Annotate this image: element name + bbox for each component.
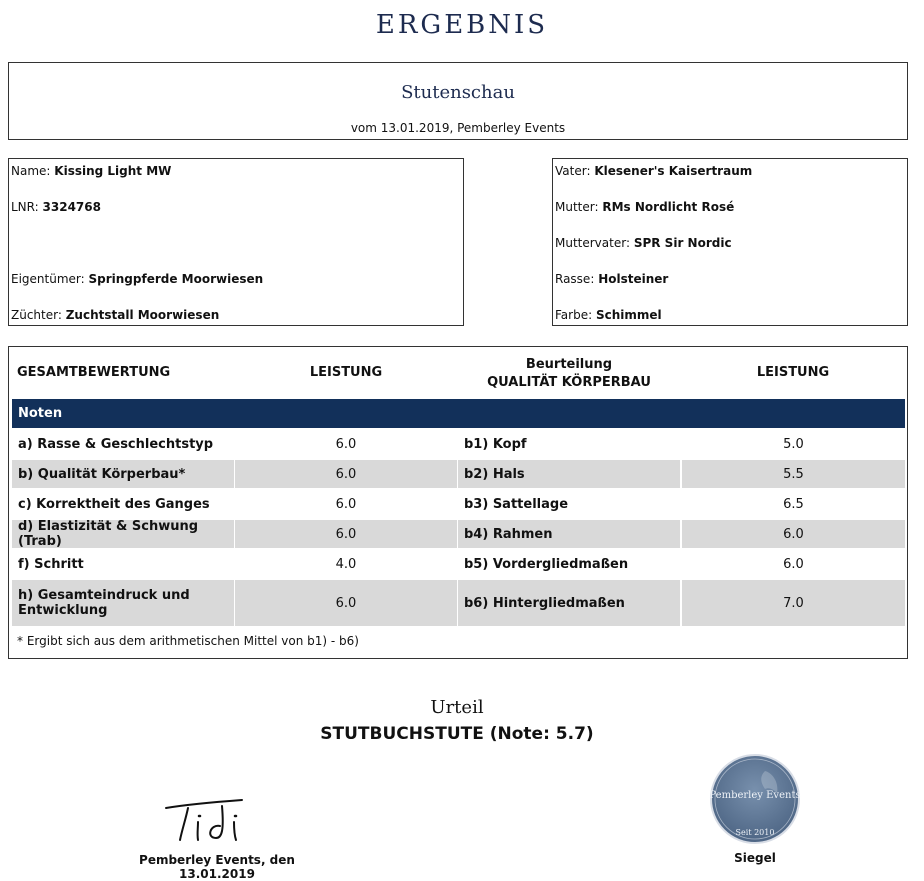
grade-label-right: b1) Kopf [464,436,527,452]
header-body-line1: Beurteilung [525,357,613,372]
grade-label-right: b5) Vordergliedmaßen [464,556,629,572]
header-body-line2: QUALITÄT KÖRPERBAU [487,375,651,390]
grade-value-right: 5.0 [783,436,804,452]
grade-label-left: h) Gesamteindruck und Entwicklung [12,580,234,626]
grade-label-left: a) Rasse & Geschlechtstyp [18,436,214,452]
grade-value-right: 6.0 [783,556,804,572]
seal-caption: Siegel [734,851,776,865]
svg-text:Seit 2010: Seit 2010 [735,828,775,837]
grade-value-left: 6.0 [235,460,457,488]
grade-label-left: d) Elastizität & Schwung (Trab) [12,520,234,548]
verdict-text: STUTBUCHSTUTE (Note: 5.7) [320,724,594,744]
signature-line: Pemberley Events, den 13.01.2019 [139,853,295,881]
show-name: Stutenschau [401,82,515,103]
seal-icon [707,753,803,845]
horse-name-row: Name: Kissing Light MW [11,164,172,178]
grade-value-right: 7.0 [682,580,905,626]
show-date: vom 13.01.2019, Pemberley Events [350,121,566,135]
pedigree-box [552,158,908,326]
horse-breeder-row: Züchter: Zuchtstall Moorwiesen [11,308,220,322]
color-row: Farbe: Schimmel [555,308,662,322]
sire: Klesener's Kaisertraum [594,164,753,178]
grade-label-left: b) Qualität Körperbau* [12,460,234,488]
grade-value-right: 5.5 [682,460,905,488]
sire-row: Vater: Klesener's Kaisertraum [555,164,753,178]
grade-value-left: 6.0 [335,436,357,452]
footnote: * Ergibt sich aus dem arithmetischen Mittel von b1) - b6) [17,634,359,648]
signature-handwriting [160,796,250,846]
header-score-right: LEISTUNG [756,365,830,380]
grade-value-left: 6.0 [335,496,357,512]
horse-lnr: 3324768 [42,200,101,214]
horse-lnr-row: LNR: 3324768 [11,200,101,214]
horse-owner: Springpferde Moorwiesen [88,272,264,286]
dam: RMs Nordlicht Rosé [602,200,735,214]
grade-value-left: 6.0 [235,520,457,548]
grade-label-right: b4) Rahmen [458,520,680,548]
damsire: SPR Sir Nordic [633,236,732,250]
dam-row: Mutter: RMs Nordlicht Rosé [555,200,735,214]
horse-breeder: Zuchtstall Moorwiesen [65,308,220,322]
horse-name: Kissing Light MW [54,164,172,178]
header-overall: GESAMTBEWERTUNG [17,365,171,380]
grade-value-left: 4.0 [335,556,357,572]
seal-logo [707,753,803,849]
grade-value-right: 6.0 [682,520,905,548]
breed-row: Rasse: Holsteiner [555,272,669,286]
grade-label-left: f) Schritt [18,556,84,572]
grade-label-right: b6) Hintergliedmaßen [458,580,680,626]
grade-value-left: 6.0 [235,580,457,626]
grades-table [8,346,908,659]
breed: Holsteiner [598,272,669,286]
grade-label-right: b2) Hals [458,460,680,488]
svg-text:Pemberley Events: Pemberley Events [709,790,801,801]
horse-info-box [8,158,464,326]
grade-label-left: c) Korrektheit des Ganges [18,496,210,512]
page-title: ERGEBNIS [375,10,549,40]
signature [160,796,250,850]
notes-section-header: Noten [12,399,905,428]
coat-color: Schimmel [595,308,662,322]
grade-label-right: b3) Sattellage [464,496,569,512]
header-score-left: LEISTUNG [309,365,383,380]
horse-owner-row: Eigentümer: Springpferde Moorwiesen [11,272,264,286]
damsire-row: Muttervater: SPR Sir Nordic [555,236,732,250]
show-info-box [8,62,908,140]
grade-value-right: 6.5 [783,496,804,512]
verdict-label: Urteil [430,697,484,718]
